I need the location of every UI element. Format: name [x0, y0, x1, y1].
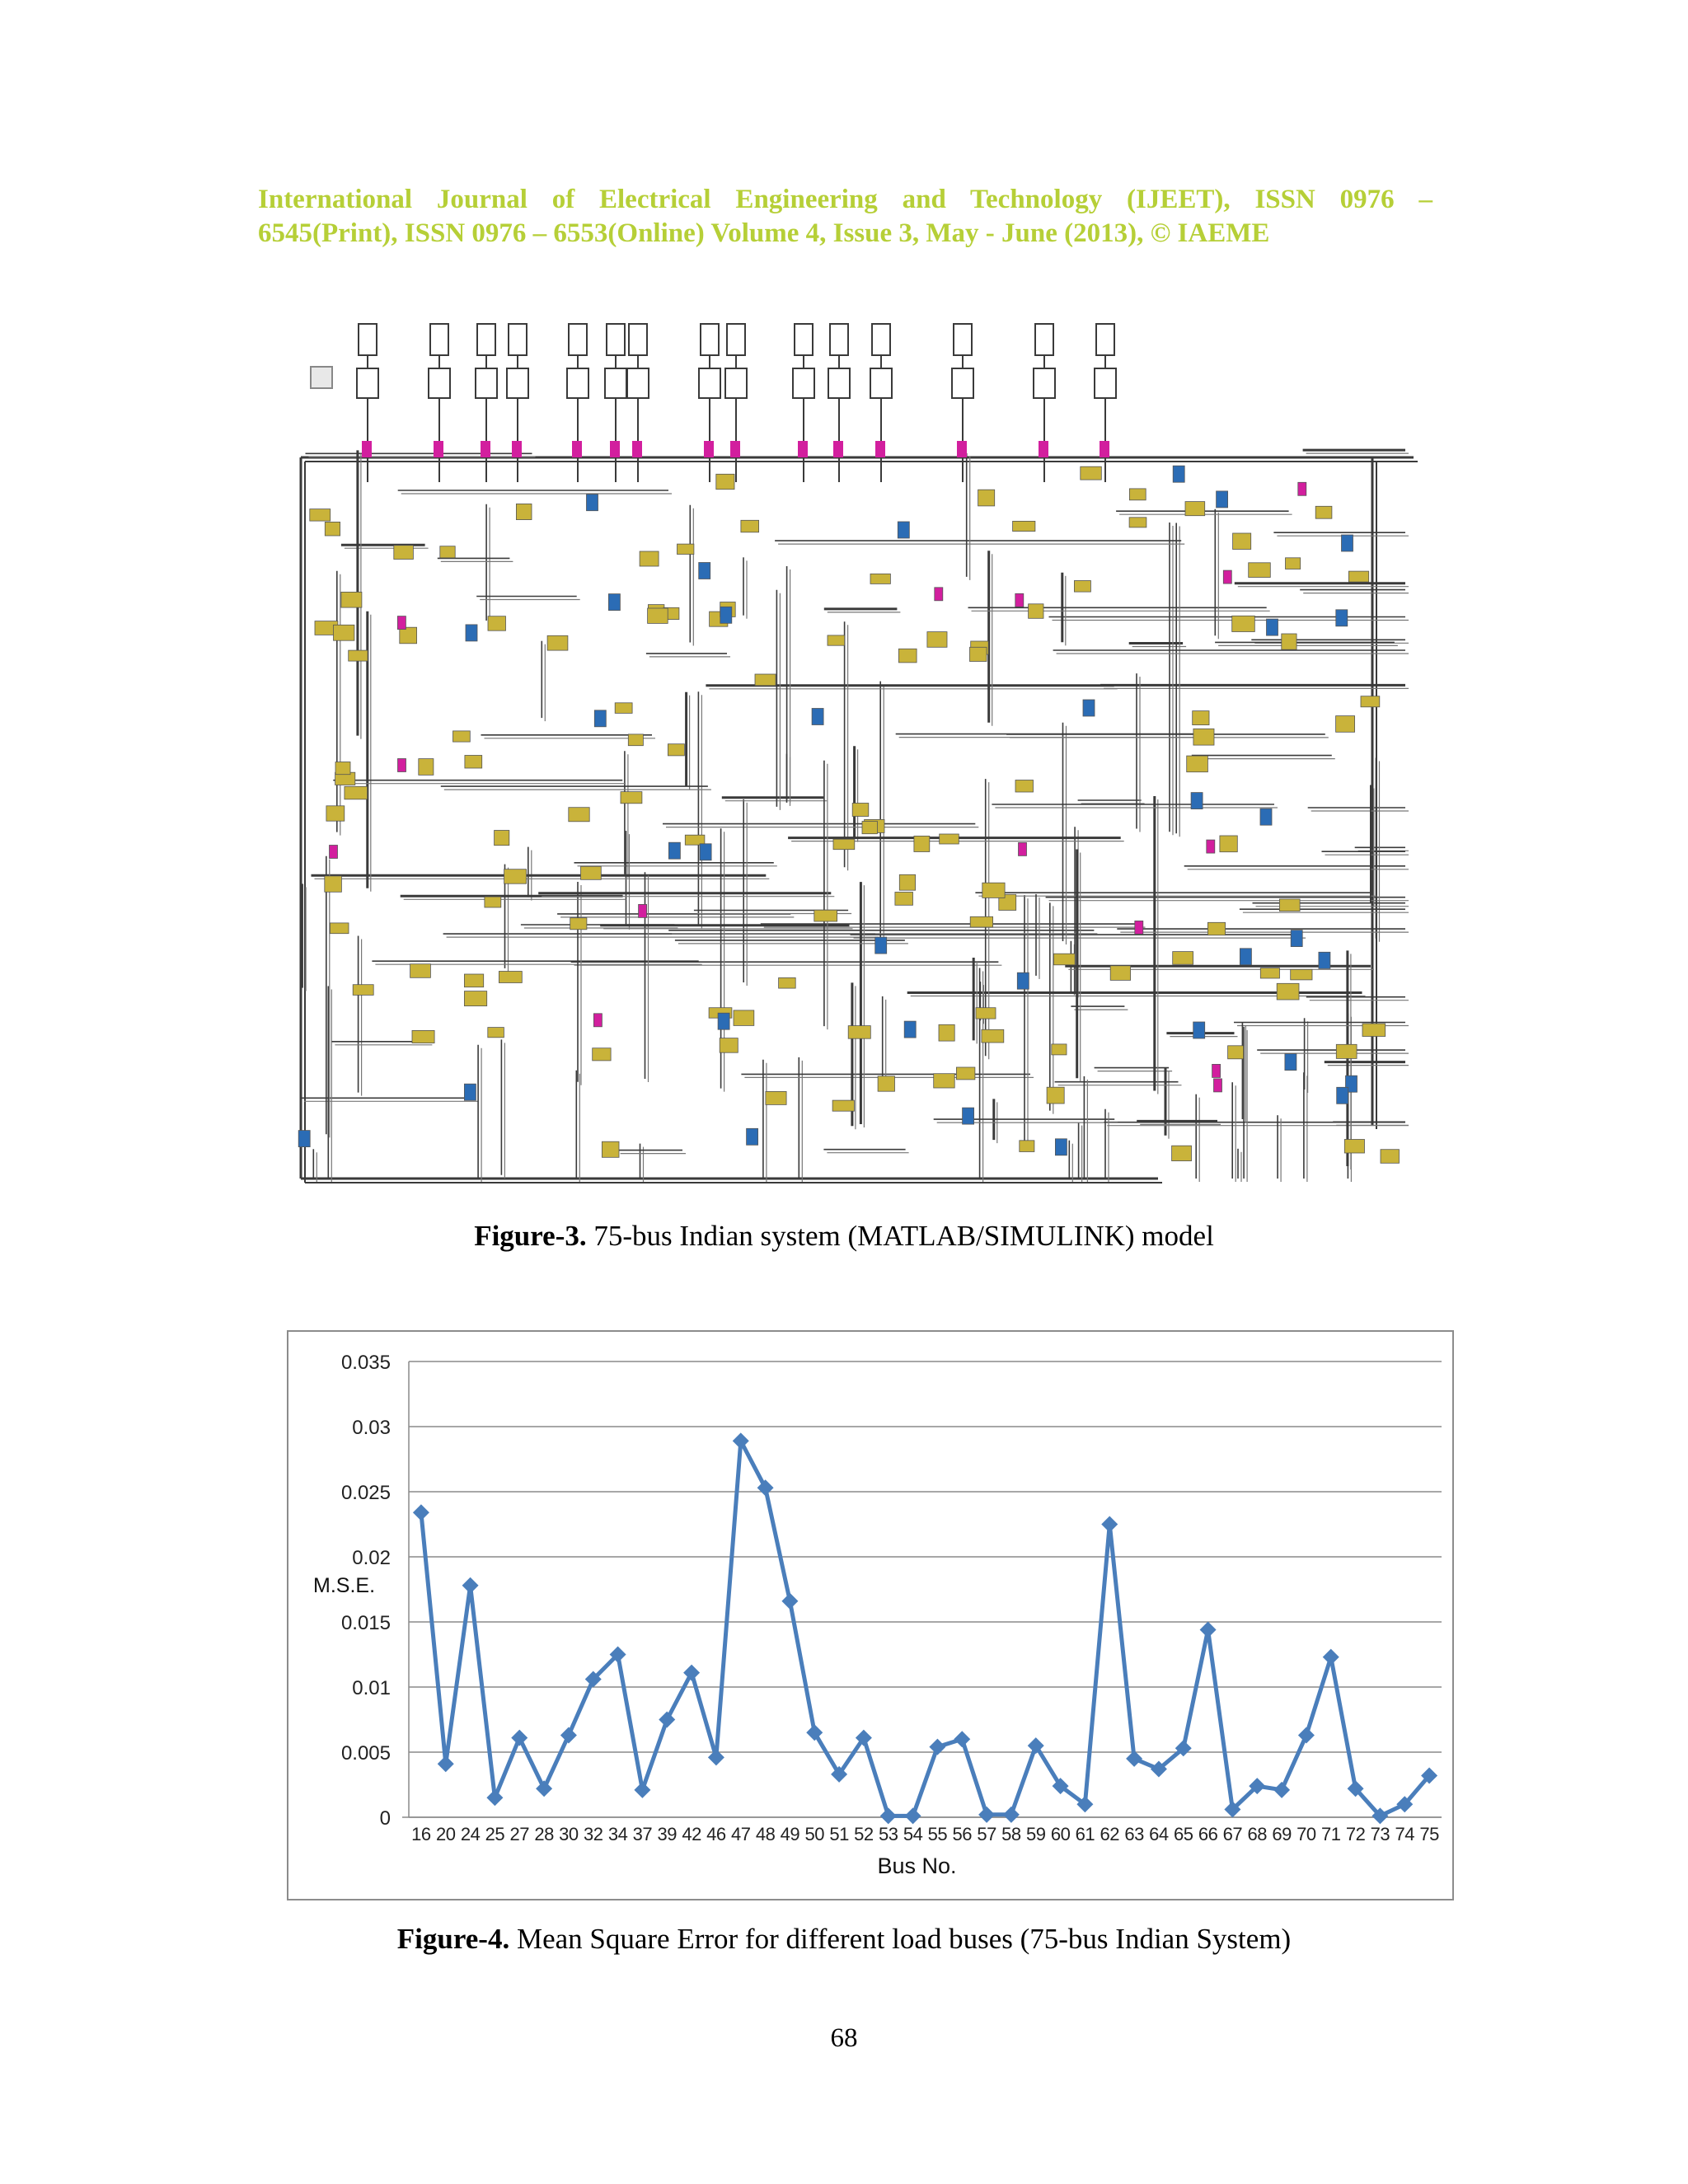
component-block	[325, 522, 340, 536]
component-block	[1342, 535, 1353, 551]
component-block	[608, 594, 620, 611]
component-block	[875, 937, 887, 954]
figure-4-label: Figure-4.	[396, 1923, 510, 1955]
generator-block	[828, 368, 850, 398]
component-block	[1336, 716, 1355, 733]
component-block	[700, 844, 711, 860]
component-block	[547, 635, 568, 650]
generator-block	[1034, 368, 1055, 398]
mse-data-point	[781, 1593, 798, 1610]
mse-data-point	[905, 1807, 921, 1824]
component-block	[1052, 1044, 1067, 1055]
x-tick-label: 51	[829, 1824, 849, 1844]
component-block	[310, 509, 331, 522]
component-block	[862, 822, 877, 834]
component-block	[440, 546, 455, 558]
component-block	[581, 866, 602, 879]
component-block	[812, 709, 823, 725]
component-block	[1298, 482, 1306, 495]
generator-block	[476, 368, 497, 398]
journal-header	[258, 183, 1432, 251]
mse-data-point	[634, 1782, 650, 1798]
component-block	[978, 490, 995, 506]
component-block	[934, 1074, 955, 1088]
component-block	[734, 1010, 754, 1026]
figure-3-text: 75-bus Indian system (MATLAB/SIMULINK) model	[586, 1220, 1214, 1252]
component-block	[1223, 570, 1231, 583]
component-block	[648, 608, 668, 623]
x-tick-label: 58	[1001, 1824, 1021, 1844]
component-block	[1228, 1046, 1244, 1059]
component-block	[982, 883, 1005, 898]
component-block	[335, 762, 350, 775]
x-tick-label: 50	[804, 1824, 824, 1844]
y-tick-label: 0.015	[340, 1612, 391, 1634]
generator-source-block	[607, 324, 625, 355]
x-tick-label: 48	[755, 1824, 776, 1844]
component-block	[587, 494, 598, 511]
component-block	[1019, 842, 1027, 855]
component-block	[1220, 836, 1237, 852]
component-block	[832, 1100, 854, 1111]
component-block	[1344, 1140, 1364, 1154]
generator-source-block	[359, 324, 377, 355]
x-tick-label: 68	[1247, 1824, 1267, 1844]
mse-data-point	[659, 1712, 675, 1728]
component-block	[453, 731, 471, 742]
component-block	[898, 522, 909, 538]
component-block	[1187, 756, 1208, 772]
generator-block	[1095, 368, 1116, 398]
x-tick-label: 16	[411, 1824, 431, 1844]
x-tick-label: 47	[731, 1824, 751, 1844]
component-block	[464, 991, 486, 1006]
component-block	[1083, 700, 1095, 716]
component-block	[1207, 840, 1215, 853]
component-block	[1348, 571, 1368, 582]
mse-data-point	[978, 1807, 995, 1823]
figure-3-caption	[0, 1220, 1688, 1253]
generator-load-block	[572, 441, 582, 457]
component-block	[898, 649, 917, 663]
component-block	[870, 574, 890, 583]
x-tick-label: 75	[1419, 1824, 1439, 1844]
component-block	[1081, 466, 1102, 480]
component-block	[1291, 930, 1302, 947]
generator-block	[507, 368, 528, 398]
component-block	[741, 520, 759, 532]
component-block	[593, 1048, 611, 1061]
component-block	[1047, 1087, 1064, 1104]
generator-load-block	[730, 441, 740, 457]
component-block	[982, 1029, 1004, 1043]
component-block	[1315, 506, 1332, 518]
mse-data-point	[1200, 1621, 1217, 1638]
mse-data-point	[757, 1479, 774, 1496]
component-block	[1110, 966, 1130, 981]
component-block	[325, 876, 342, 892]
component-block	[499, 972, 522, 983]
component-block	[504, 869, 527, 884]
component-block	[935, 588, 943, 601]
x-tick-label: 63	[1124, 1824, 1144, 1844]
x-tick-label: 28	[534, 1824, 554, 1844]
x-tick-label: 61	[1075, 1824, 1095, 1844]
mse-data-point	[954, 1731, 970, 1747]
component-block	[1285, 1054, 1296, 1071]
x-tick-label: 54	[903, 1824, 923, 1844]
component-block	[1193, 711, 1209, 725]
component-block	[970, 647, 987, 661]
component-block	[621, 792, 642, 804]
generator-block	[605, 368, 626, 398]
component-block	[766, 1091, 786, 1104]
component-block	[699, 563, 710, 579]
mse-data-point	[1298, 1727, 1315, 1743]
component-block	[298, 1131, 310, 1147]
component-block	[668, 842, 680, 859]
component-block	[464, 974, 483, 987]
component-block	[1193, 729, 1214, 745]
component-block	[1020, 1141, 1034, 1152]
x-tick-label: 65	[1174, 1824, 1193, 1844]
component-block	[1217, 491, 1228, 508]
component-block	[593, 1014, 602, 1027]
component-block	[345, 786, 368, 799]
generator-load-block	[875, 441, 885, 457]
component-block	[899, 874, 915, 890]
component-block	[1207, 922, 1225, 935]
component-block	[970, 916, 992, 927]
mse-data-point	[413, 1504, 429, 1521]
component-block	[412, 1030, 434, 1043]
component-block	[976, 1008, 996, 1019]
component-block	[1017, 972, 1029, 989]
component-block	[1015, 780, 1034, 793]
component-block	[1173, 466, 1184, 482]
component-block	[914, 836, 930, 851]
component-block	[1193, 1022, 1205, 1038]
x-tick-label: 30	[559, 1824, 579, 1844]
component-block	[720, 1038, 738, 1053]
component-block	[353, 985, 373, 996]
chart-x-ticks	[411, 1824, 1439, 1844]
component-block	[1129, 489, 1146, 500]
mse-data-point	[1323, 1649, 1339, 1666]
component-block	[465, 756, 482, 769]
mse-data-point	[880, 1807, 897, 1824]
component-block	[349, 650, 368, 661]
mse-chart-svg	[288, 1332, 1452, 1899]
x-tick-label: 49	[780, 1824, 800, 1844]
component-block	[640, 551, 659, 566]
figure-3-label: Figure-3.	[474, 1220, 587, 1252]
x-tick-label: 64	[1149, 1824, 1169, 1844]
generator-load-block	[610, 441, 620, 457]
component-block	[963, 1108, 974, 1124]
mse-series-line	[421, 1441, 1429, 1816]
component-block	[397, 616, 406, 630]
component-block	[848, 1026, 870, 1039]
x-tick-label: 37	[632, 1824, 653, 1844]
component-block	[569, 808, 589, 822]
x-tick-label: 74	[1395, 1824, 1414, 1844]
mse-data-point	[462, 1577, 479, 1594]
component-block	[464, 1084, 476, 1100]
x-tick-label: 52	[854, 1824, 874, 1844]
component-block	[940, 834, 959, 844]
component-block	[878, 1076, 894, 1091]
x-tick-label: 24	[460, 1824, 481, 1844]
component-block	[466, 625, 477, 641]
component-block	[747, 1128, 758, 1145]
y-tick-label: 0	[379, 1807, 391, 1830]
x-tick-label: 46	[706, 1824, 726, 1844]
component-block	[1260, 808, 1272, 825]
generator-load-block	[434, 441, 443, 457]
component-block	[1013, 521, 1035, 531]
generator-source-block	[954, 324, 972, 355]
component-block	[718, 1013, 729, 1029]
component-block	[400, 627, 417, 644]
generator-source-block	[509, 324, 527, 355]
component-block	[615, 703, 632, 714]
component-block	[668, 744, 684, 756]
generator-source-block	[430, 324, 448, 355]
x-tick-label: 67	[1222, 1824, 1243, 1844]
component-block	[488, 616, 506, 631]
component-block	[1361, 696, 1380, 707]
component-block	[1291, 969, 1312, 980]
x-tick-label: 20	[436, 1824, 456, 1844]
component-block	[1233, 533, 1251, 550]
header-line-1: International Journal of Electrical Engineering and Technology (IJEET), ISSN 0976 –	[258, 185, 1432, 214]
component-block	[895, 893, 913, 906]
component-block	[956, 1067, 975, 1080]
component-block	[334, 625, 354, 640]
component-block	[904, 1021, 916, 1038]
component-block	[1319, 952, 1330, 968]
component-block	[639, 904, 647, 917]
generator-source-block	[727, 324, 745, 355]
component-block	[1381, 1150, 1400, 1164]
component-block	[398, 759, 406, 772]
generator-load-block	[481, 441, 490, 457]
component-block	[1277, 983, 1299, 1000]
component-block	[1212, 1064, 1221, 1077]
component-block	[1336, 610, 1348, 626]
mse-data-point	[486, 1789, 503, 1806]
generator-load-block	[632, 441, 642, 457]
generator-source-block	[795, 324, 813, 355]
y-tick-label: 0.02	[352, 1547, 391, 1569]
figure-4-text: Mean Square Error for different load buses (75-bus Indian System)	[509, 1923, 1292, 1955]
component-block	[1129, 518, 1146, 527]
component-block	[1172, 1146, 1192, 1160]
generator-load-block	[1100, 441, 1109, 457]
x-tick-label: 72	[1345, 1824, 1366, 1844]
generator-block	[793, 368, 814, 398]
component-block	[341, 592, 362, 607]
component-block	[488, 1028, 504, 1038]
generator-block	[627, 368, 649, 398]
component-block	[1336, 1044, 1357, 1058]
generator-block	[870, 368, 892, 398]
x-tick-label: 32	[584, 1824, 603, 1844]
generator-load-block	[362, 441, 372, 457]
x-tick-label: 69	[1272, 1824, 1292, 1844]
component-block	[755, 674, 776, 686]
component-block	[1214, 1079, 1222, 1092]
generator-source-block	[569, 324, 587, 355]
component-block	[1362, 1024, 1386, 1037]
mse-data-point	[438, 1755, 454, 1772]
component-blocks	[298, 466, 1399, 1163]
component-block	[927, 632, 947, 648]
x-tick-label: 25	[485, 1824, 505, 1844]
chart-y-axis-label: M.S.E.	[313, 1574, 376, 1597]
component-block	[602, 1141, 619, 1157]
y-tick-label: 0.005	[340, 1742, 391, 1765]
mse-data-point	[683, 1665, 700, 1681]
component-block	[326, 806, 345, 821]
generator-block	[725, 368, 747, 398]
generator-source-block	[629, 324, 647, 355]
component-block	[1282, 634, 1296, 649]
component-block	[1029, 604, 1043, 619]
component-block	[1053, 954, 1075, 965]
component-block	[419, 759, 434, 776]
x-tick-label: 60	[1050, 1824, 1071, 1844]
component-block	[1267, 619, 1278, 635]
x-tick-label: 56	[952, 1824, 972, 1844]
generator-load-block	[704, 441, 714, 457]
generator-block	[952, 368, 973, 398]
component-block	[1015, 593, 1024, 607]
component-block	[485, 897, 501, 907]
generator-source-block	[830, 324, 848, 355]
generator-source-block	[477, 324, 495, 355]
clock-block	[311, 367, 332, 388]
x-tick-label: 42	[682, 1824, 701, 1844]
component-block	[1135, 921, 1143, 934]
y-tick-label: 0.025	[340, 1482, 391, 1504]
x-tick-label: 55	[927, 1824, 948, 1844]
component-block	[828, 635, 845, 645]
x-tick-label: 73	[1370, 1824, 1390, 1844]
component-block	[678, 544, 694, 554]
component-block	[1240, 949, 1251, 965]
header-line-2: 6545(Print), ISSN 0976 – 6553(Online) Volume 4, Issue 3, May - June (2013), © IAEME	[258, 218, 1270, 248]
component-block	[852, 804, 869, 817]
component-block	[516, 504, 532, 519]
component-block	[330, 923, 349, 934]
x-tick-label: 71	[1321, 1824, 1341, 1844]
generator-block	[429, 368, 450, 398]
generator-load-block	[512, 441, 522, 457]
generator-source-block	[1096, 324, 1114, 355]
mse-chart	[287, 1330, 1454, 1900]
component-block	[1232, 616, 1255, 631]
component-block	[1286, 558, 1301, 569]
x-tick-label: 57	[977, 1824, 996, 1844]
component-block	[1279, 899, 1300, 912]
generator-block	[357, 368, 378, 398]
mse-data-point	[536, 1780, 552, 1797]
generator-load-block	[833, 441, 843, 457]
mse-data-point	[1273, 1782, 1290, 1798]
chart-x-axis-label: Bus No.	[877, 1854, 957, 1878]
x-tick-label: 27	[509, 1824, 529, 1844]
component-block	[394, 546, 414, 560]
component-block	[779, 977, 796, 988]
mse-data-point	[1126, 1750, 1142, 1767]
component-block	[495, 831, 509, 846]
x-tick-label: 59	[1026, 1824, 1046, 1844]
component-block	[1055, 1139, 1067, 1155]
x-tick-label: 70	[1296, 1824, 1316, 1844]
component-block	[1337, 1087, 1348, 1104]
x-tick-label: 53	[879, 1824, 898, 1844]
component-block	[1249, 563, 1271, 578]
y-tick-label: 0.035	[340, 1352, 391, 1374]
x-tick-label: 39	[657, 1824, 677, 1844]
generator-block	[567, 368, 588, 398]
component-block	[1185, 502, 1205, 516]
x-tick-label: 34	[607, 1824, 628, 1844]
generator-load-block	[1039, 441, 1048, 457]
component-block	[720, 607, 732, 623]
component-block	[410, 964, 431, 978]
component-block	[833, 839, 855, 849]
component-block	[939, 1024, 954, 1041]
generator-load-block	[798, 441, 808, 457]
x-tick-label: 62	[1100, 1824, 1119, 1844]
mse-data-point	[1003, 1807, 1020, 1823]
figure-4-caption	[0, 1923, 1688, 1956]
mse-data-point	[1101, 1516, 1118, 1533]
component-block	[1074, 581, 1090, 593]
simulink-model-diagram	[268, 317, 1422, 1187]
component-block	[1191, 793, 1203, 809]
mse-data-point	[733, 1432, 749, 1449]
generator-source-block	[701, 324, 719, 355]
component-block	[330, 846, 338, 859]
page-number: 68	[830, 2023, 858, 2053]
component-block	[716, 474, 734, 489]
component-block	[814, 910, 837, 921]
x-tick-label: 66	[1198, 1824, 1218, 1844]
component-block	[628, 734, 643, 746]
generator-block	[699, 368, 720, 398]
y-tick-label: 0.03	[352, 1417, 391, 1439]
generator-source-block	[872, 324, 890, 355]
component-block	[1173, 952, 1193, 965]
component-block	[570, 918, 587, 930]
mse-data-point	[560, 1727, 577, 1743]
generator-load-block	[957, 441, 967, 457]
generator-source-block	[1035, 324, 1053, 355]
mse-data-point	[511, 1730, 528, 1746]
component-block	[685, 835, 705, 845]
y-tick-label: 0.01	[352, 1677, 391, 1699]
component-block	[594, 710, 606, 727]
component-block	[1260, 968, 1279, 978]
